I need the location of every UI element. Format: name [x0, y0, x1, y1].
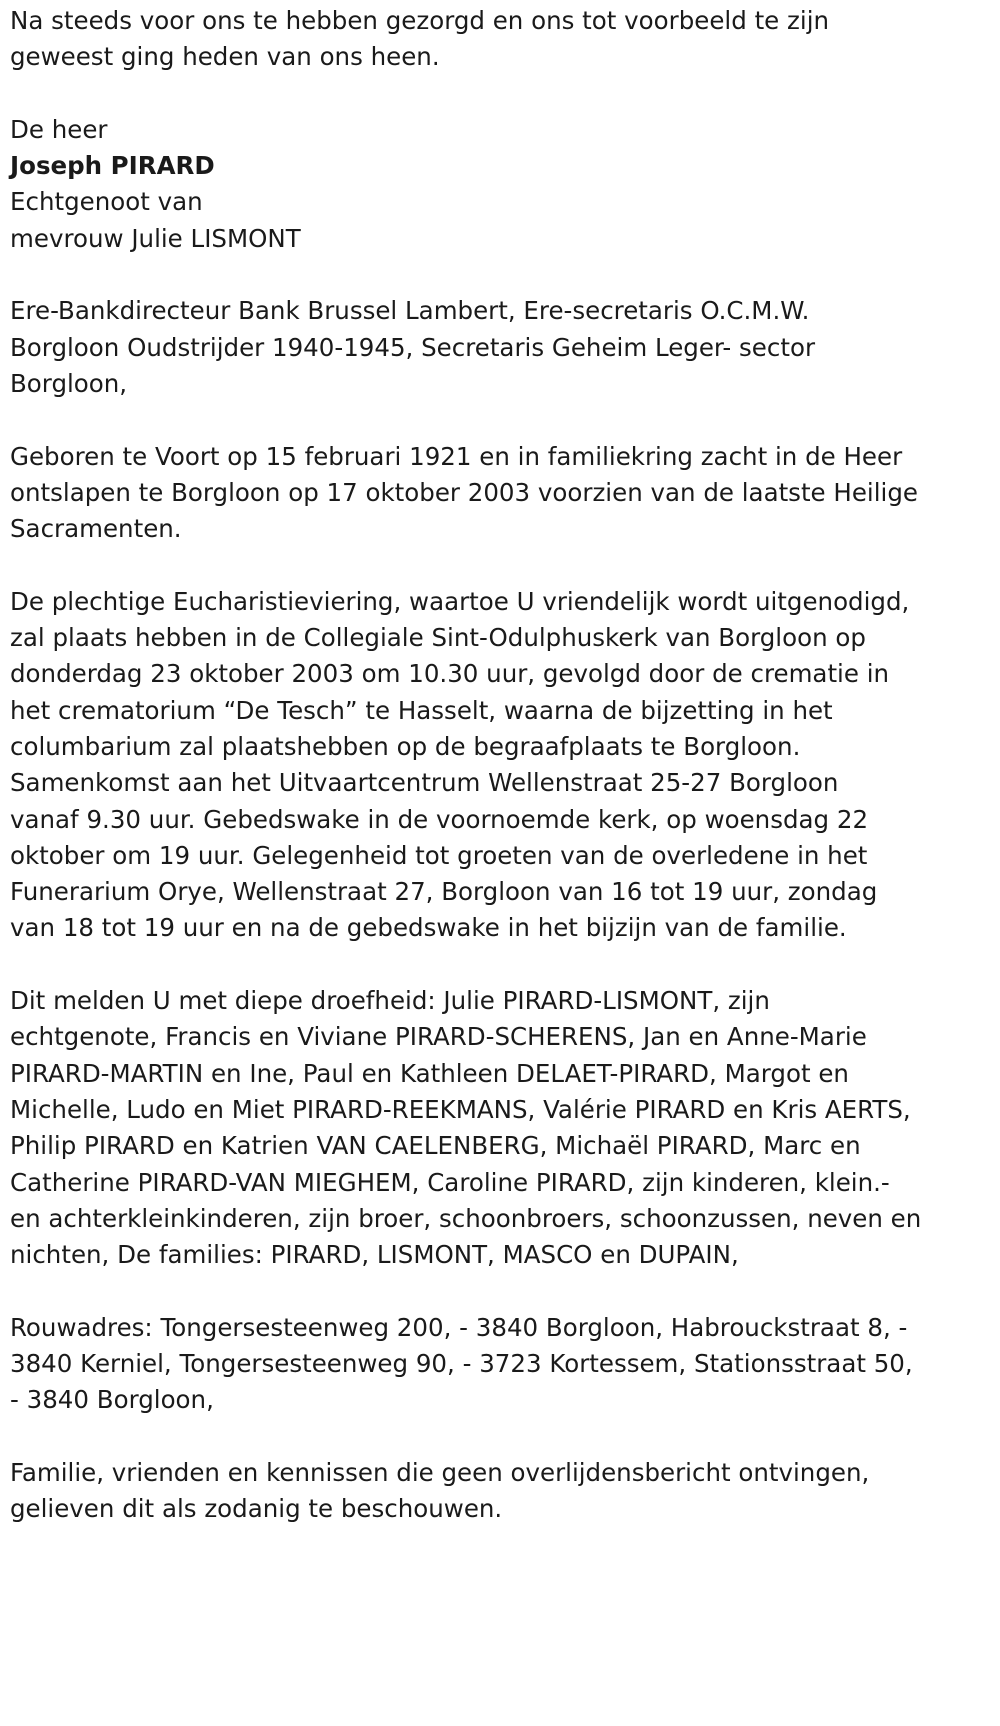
birth-death-line: Geboren te Voort op 15 februari 1921 en in familiekring zacht in de Heer — [10, 441, 903, 471]
ceremony-line: De plechtige Eucharistieviering, waartoe U vriendelijk wordt uitgenodigd, — [10, 586, 910, 616]
family-paragraph — [10, 983, 990, 1273]
ceremony-line: zal plaats hebben in de Collegiale Sint-Odulphuskerk van Borgloon op — [10, 623, 866, 653]
family-line: PIRARD-MARTIN en Ine, Paul en Kathleen DELAET-PIRARD, Margot en — [10, 1058, 849, 1088]
ceremony-line: oktober om 19 uur. Gelegenheid tot groeten van de overledene in het — [10, 840, 868, 870]
deceased-name: Joseph PIRARD — [10, 151, 215, 181]
salutation: De heer — [10, 114, 108, 144]
ceremony-paragraph — [10, 584, 990, 947]
ceremony-line: Funerarium Orye, Wellenstraat 27, Borgloon van 16 tot 19 uur, zondag — [10, 877, 878, 907]
family-line: Philip PIRARD en Katrien VAN CAELENBERG, Michaël PIRARD, Marc en — [10, 1131, 861, 1161]
deceased-block — [10, 112, 990, 257]
ceremony-line: columbarium zal plaatshebben op de begraafplaats te Borgloon. — [10, 731, 801, 761]
titles-paragraph — [10, 293, 990, 402]
family-line: nichten, De families: PIRARD, LISMONT, MASCO en DUPAIN, — [10, 1240, 739, 1270]
titles-line: Borgloon Oudstrijder 1940-1945, Secretaris Geheim Leger- sector — [10, 332, 816, 362]
closing-line: gelieven dit als zodanig te beschouwen. — [10, 1494, 503, 1524]
titles-line: Ere-Bankdirecteur Bank Brussel Lambert, Ere-secretaris O.C.M.W. — [10, 296, 810, 326]
titles-line: Borgloon, — [10, 368, 128, 398]
ceremony-line: vanaf 9.30 uur. Gebedswake in de voornoemde kerk, op woensdag 22 — [10, 804, 869, 834]
family-line: Michelle, Ludo en Miet PIRARD-REEKMANS, Valérie PIRARD en Kris AERTS, — [10, 1094, 911, 1124]
intro-line: geweest ging heden van ons heen. — [10, 42, 440, 72]
relation-label: Echtgenoot van — [10, 187, 203, 217]
birth-death-line: ontslapen te Borgloon op 17 oktober 2003 voorzien van de laatste Heilige — [10, 477, 918, 507]
closing-line: Familie, vrienden en kennissen die geen overlijdensbericht ontvingen, — [10, 1457, 870, 1487]
intro-paragraph — [10, 3, 990, 76]
ceremony-line: Samenkomst aan het Uitvaartcentrum Wellenstraat 25-27 Borgloon — [10, 768, 839, 798]
closing-paragraph — [10, 1455, 990, 1528]
family-line: Dit melden U met diepe droefheid: Julie PIRARD-LISMONT, zijn — [10, 986, 770, 1016]
birth-death-line: Sacramenten. — [10, 514, 182, 544]
ceremony-line: donderdag 23 oktober 2003 om 10.30 uur, gevolgd door de crematie in — [10, 659, 890, 689]
address-line: - 3840 Borgloon, — [10, 1385, 214, 1415]
address-line: Rouwadres: Tongersesteenweg 200, - 3840 Borgloon, Habrouckstraat 8, - — [10, 1312, 908, 1342]
address-line: 3840 Kerniel, Tongersesteenweg 90, - 3723 Kortessem, Stationsstraat 50, — [10, 1348, 913, 1378]
family-line: Catherine PIRARD-VAN MIEGHEM, Caroline PIRARD, zijn kinderen, klein.- — [10, 1167, 890, 1197]
family-line: en achterkleinkinderen, zijn broer, schoonbroers, schoonzussen, neven en — [10, 1203, 922, 1233]
ceremony-line: van 18 tot 19 uur en na de gebedswake in het bijzijn van de familie. — [10, 913, 847, 943]
intro-line: Na steeds voor ons te hebben gezorgd en ons tot voorbeeld te zijn — [10, 6, 830, 35]
birth-death-paragraph — [10, 439, 990, 548]
address-paragraph — [10, 1310, 990, 1419]
spouse-name: mevrouw Julie LISMONT — [10, 223, 301, 253]
family-line: echtgenote, Francis en Viviane PIRARD-SCHERENS, Jan en Anne-Marie — [10, 1022, 867, 1052]
ceremony-line: het crematorium “De Tesch” te Hasselt, waarna de bijzetting in het — [10, 695, 833, 725]
